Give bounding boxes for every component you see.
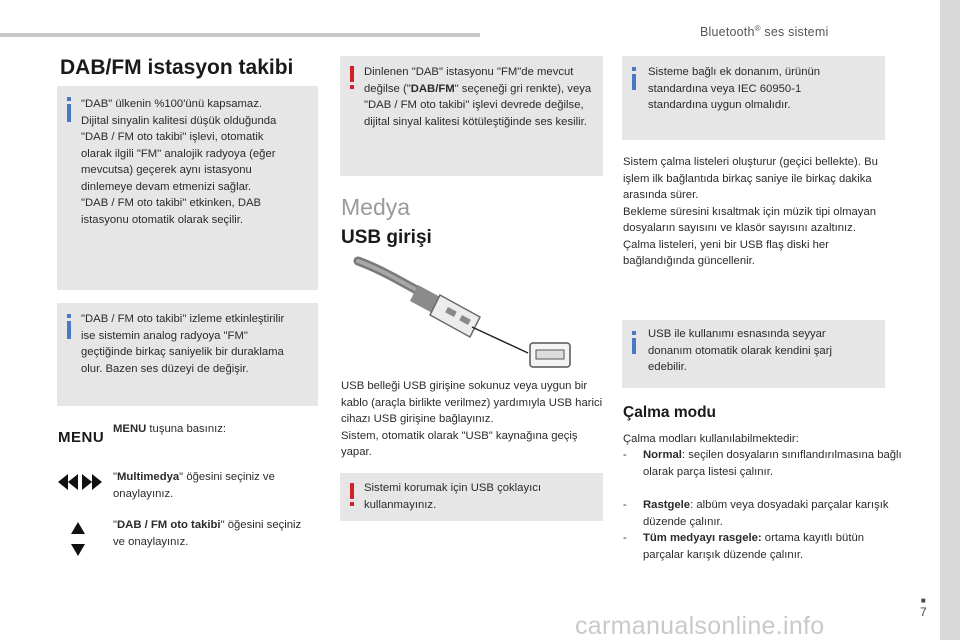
list-item-body [643,497,905,530]
playlist-para-2: Bekleme süresini kısaltmak için müzik tipi olmayan dosyaların sayısını ve klasör sayısını azaltınız. Çalma listeleri, yeni bir USB flaş diski her bağlandığında güncellenir. [623,205,877,267]
list-item-body [643,530,905,563]
section-title-play-mode: Çalma modu [623,404,717,421]
up-arrow-icon [71,522,85,534]
section-title-dab: DAB/FM istasyon takibi [60,56,294,79]
warning-text-bold: DAB/FM [410,82,455,95]
top-rule [0,33,480,37]
step-dabfm-bold: DAB / FM oto takibi [117,519,221,531]
info-text-dab: "DAB" ülkenin %100'ünü kapsamaz. Dijital sinyalin kalitesi düşük olduğunda "DAB / FM oto takibi" işlevi, otomatik olarak ilgili "FM" analojik radyoya (eğer mevcutsa) geçerek aynı istasyonu dinlemeye devam etmenizi sağlar. "DAB / FM oto takibi" etkinken, DAB istasyonu otomatik olarak seçilir. [81,98,277,226]
info-text-pause: "DAB / FM oto takibi" izleme etkinleştirilir ise sistemin analog radyoya "FM" geçtiğinde birkaç saniyelik bir duraklama olur. Bazen ses düzeyi de değişir. [81,313,285,375]
page-header [700,24,828,39]
warning-text-signal [364,64,598,130]
info-box-dab [57,86,318,290]
usb-illustration [340,255,580,375]
info-box-pause [57,303,318,406]
step-multimedia [113,469,313,502]
step-dabfm [113,517,303,550]
mode-desc: : albüm veya dosyadaki parçalar karışık düzende çalınır. [643,499,889,528]
header-brand: Bluetooth [700,25,755,40]
warning-box-usb-hub [340,473,603,521]
play-mode-intro: Çalma modları kullanılabilmektedir: [623,433,799,445]
playlist-para-1: Sistem çalma listeleri oluşturur (geçici bellekte). Bu işlem ilk bağlantıda birkaç saniye ile birkaç dakika arasında sürer. [623,156,878,201]
section-title-usb: USB girişi [341,227,432,248]
step-menu-bold: MENU [113,423,147,435]
down-arrow-icon [71,544,85,556]
list-item [623,530,908,564]
page-edge-bar [940,0,960,640]
info-box-iec [622,56,885,140]
step-multimedia-text: " öğesini seçiniz ve onaylayınız. [113,471,275,500]
list-dash: - [623,499,627,511]
warning-icon [350,483,354,499]
warning-text-usb-hub: Sistemi korumak için USB çoklayıcı kullanmayınız. [364,482,542,511]
mode-name: Tüm medyayı rasgele: [643,532,762,544]
mode-name: Rastgele [643,499,691,511]
list-item-body [643,447,905,480]
step-dabfm-text: " öğesini seçiniz ve onaylayınız. [113,519,302,548]
page-mark: ■ [920,596,926,605]
info-icon [67,104,71,122]
up-down-arrows-icon [71,522,85,556]
info-icon [632,74,636,90]
step-multimedia-bold: Multimedya [117,471,180,483]
seek-left-icon [58,474,78,490]
usb-plug-icon [358,261,480,337]
header-rest: ses sistemi [760,25,829,40]
info-icon [67,321,71,339]
usb-port-icon [530,343,570,367]
mode-desc: : seçilen dosyaların sınıflandırılmasına bağlı olarak parça listesi çalınır. [643,449,902,478]
menu-button-icon: MENU [58,429,105,446]
info-icon [632,338,636,354]
info-box-charge [622,320,885,388]
info-text-iec: Sisteme bağlı ek donanım, ürünün standardına veya IEC 60950-1 standardına uygun olmalıdır. [648,66,821,111]
seek-buttons-icon [58,474,102,490]
step-menu [113,421,313,438]
warning-icon [350,66,354,82]
info-text-charge: USB ile kullanımı esnasında seyyar donanım otomatik olarak kendini şarj edebilir. [648,328,832,373]
warning-text-b: " seçeneği gri renkte), veya "DAB / FM oto takibi" işlevi devrede değilse, dijital sinyal kalitesi kötüleştiğinde ses kesilir. [364,82,592,128]
step-dabfm-q: " [113,519,118,531]
usb-body-text: USB belleği USB girişine sokunuz veya uygun bir kablo (araçla birlikte verilmez) yardımıyla USB harici cihazı USB girişine bağlayınız. Sistem, otomatik olarak "USB" kaynağına geçiş yapar. [341,380,603,458]
list-item [623,447,908,497]
warning-text-a: Dinlenen "DAB" istasyonu "FM"de mevcut değilse (" [364,66,574,95]
page-num: 7 [920,605,927,619]
step-menu-text: tuşuna basınız: [146,423,227,435]
playlist-text [623,154,888,270]
list-dash: - [623,532,627,544]
seek-right-icon [82,474,102,490]
warning-box-signal [340,56,603,176]
list-dash: - [623,449,627,461]
mode-desc: ortama kayıtlı bütün parçalar karışık düzende çalınır. [643,532,865,561]
watermark: carmanualsonline.info [575,612,825,640]
page-number [920,596,927,619]
mode-name: Normal [643,449,682,461]
section-label-media: Medya [341,194,411,220]
step-multimedia-q: " [113,471,118,483]
header-reg: ® [754,24,761,33]
list-item [623,497,908,530]
